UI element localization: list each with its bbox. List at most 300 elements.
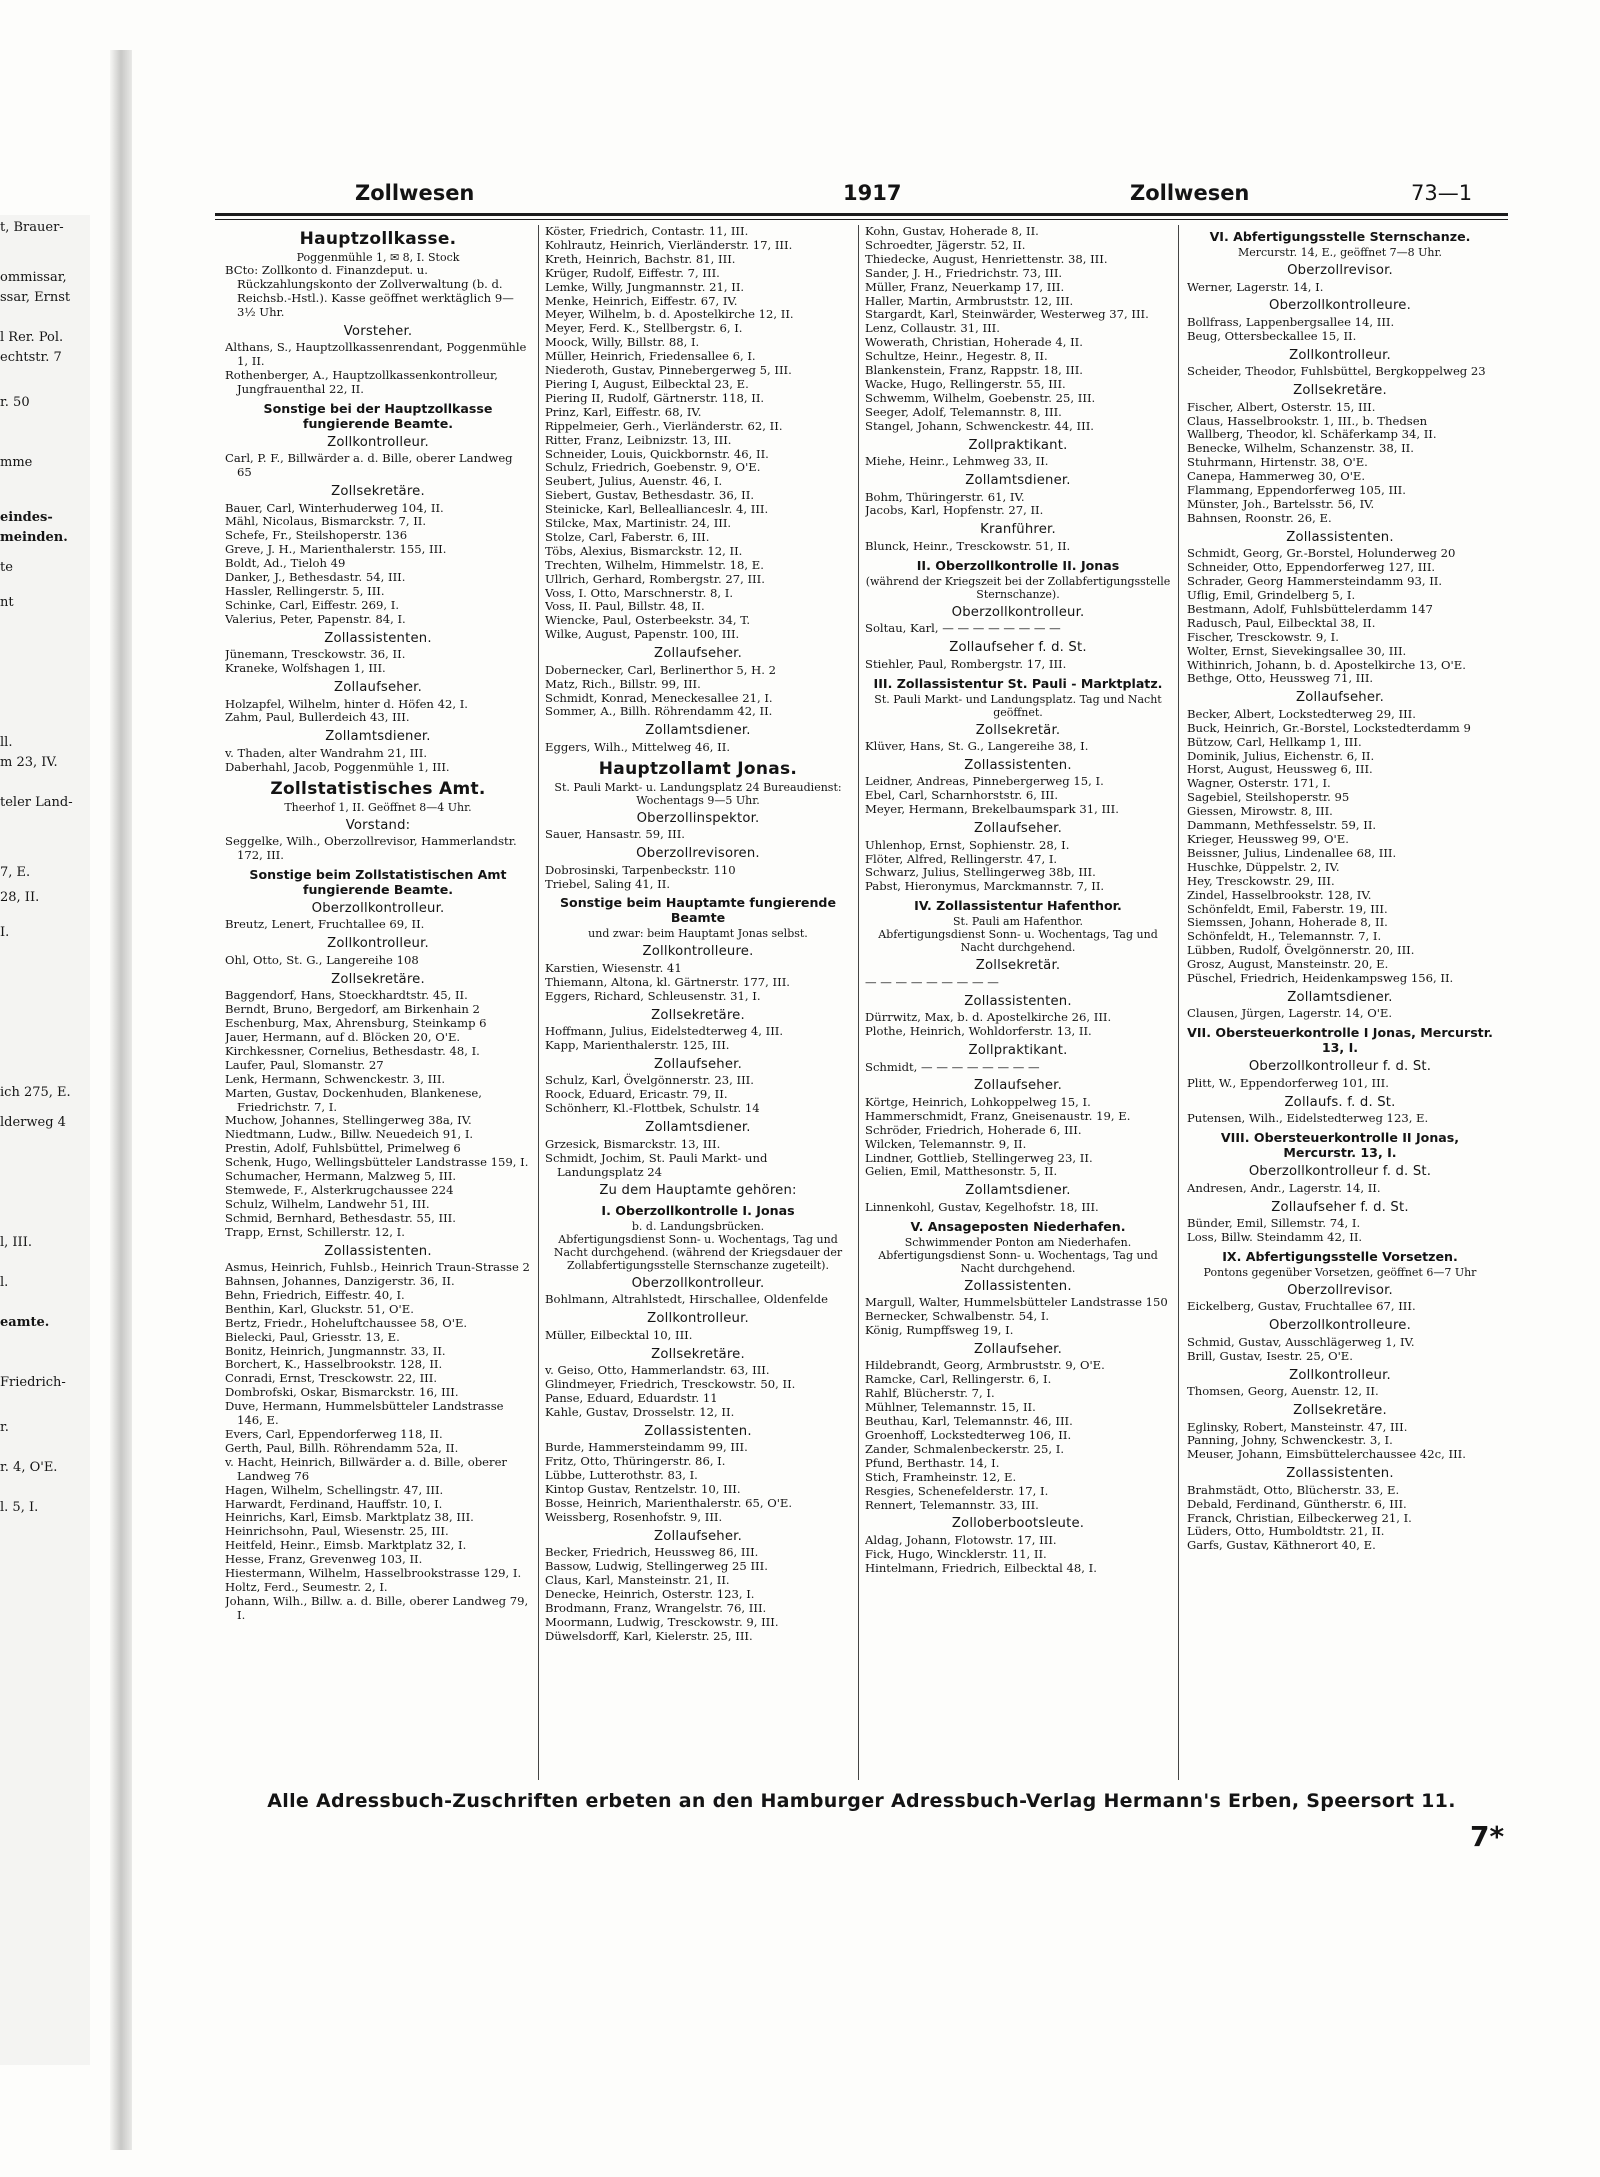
directory-entry: Eggers, Richard, Schleusenstr. 31, I. bbox=[545, 988, 761, 1003]
directory-entry: Plothe, Heinrich, Wohldorferstr. 13, II. bbox=[865, 1024, 1092, 1039]
role-heading: Zollamtsdiener. bbox=[965, 1183, 1071, 1199]
directory-entry: Garfs, Gustav, Käthnerort 40, E. bbox=[1187, 1538, 1376, 1553]
directory-entry: Menke, Heinrich, Eiffestr. 67, IV. bbox=[545, 293, 738, 308]
directory-entry: Fischer, Albert, Osterstr. 15, III. bbox=[1187, 399, 1376, 414]
directory-entry: Blunck, Heinr., Tresckowstr. 51, II. bbox=[865, 538, 1071, 553]
column-2 bbox=[545, 225, 851, 1780]
directory-entry: Johann, Wilh., Billw. a. d. Bille, oberer Landweg 79, I. bbox=[225, 1593, 529, 1622]
directory-entry: Schönfeldt, Emil, Faberstr. 19, III. bbox=[1187, 901, 1388, 916]
previous-page-fragment bbox=[0, 215, 90, 2065]
prev-page-line: l. 5, I. bbox=[0, 1500, 39, 1515]
directory-entry: Brahmstädt, Otto, Blücherstr. 33, E. bbox=[1187, 1482, 1400, 1497]
directory-entry: Franck, Christian, Eilbeckerweg 21, I. bbox=[1187, 1510, 1412, 1525]
directory-entry: Kohn, Gustav, Hoherade 8, II. bbox=[865, 225, 1039, 238]
book-gutter bbox=[110, 50, 132, 2150]
directory-entry: Hagen, Wilhelm, Schellingstr. 47, III. bbox=[225, 1482, 444, 1497]
directory-entry: BCto: Zollkonto d. Finanzdeput. u. Rückzahlungskonto der Zollverwaltung (b. d. Reichsb.-Hstl.). Kasse geöffnet werktäglich 9—3½ Uhr. bbox=[225, 263, 514, 319]
directory-entry: Bassow, Ludwig, Stellingerweg 25 III. bbox=[545, 1559, 768, 1574]
directory-entry: Püschel, Friedrich, Heidenkampsweg 156, II. bbox=[1187, 971, 1454, 986]
directory-entry: Wolter, Ernst, Sievekingsallee 30, III. bbox=[1187, 643, 1407, 658]
directory-entry: Holzapfel, Wilhelm, hinter d. Höfen 42, I. bbox=[225, 696, 468, 711]
directory-entry: Müller, Franz, Neuerkamp 17, III. bbox=[865, 279, 1065, 294]
directory-entry: Kraneke, Wolfshagen 1, III. bbox=[225, 661, 386, 676]
directory-entry: v. Thaden, alter Wandrahm 21, III. bbox=[225, 745, 428, 760]
role-heading: Zollassistenten. bbox=[324, 1243, 432, 1259]
directory-entry: Pabst, Hieronymus, Marckmannstr. 7, II. bbox=[865, 879, 1105, 894]
directory-entry: Ebel, Carl, Scharnhorststr. 6, III. bbox=[865, 788, 1059, 803]
section-note: und zwar: beim Hauptamt Jonas selbst. bbox=[588, 927, 808, 941]
directory-entry: Linnenkohl, Gustav, Kegelhofstr. 18, III. bbox=[865, 1199, 1099, 1214]
section-heading: Hauptzollamt Jonas. bbox=[598, 758, 798, 779]
role-heading: Zollaufseher f. d. St. bbox=[949, 640, 1087, 656]
section-note: Abfertigungsdienst Sonn- u. Wochentags, Tag und Nacht durchgehend. (während der Kriegsdauer der Zollabfertigungsstelle Sternschanze zugeteilt). bbox=[553, 1232, 843, 1272]
directory-entry: Bestmann, Adolf, Fuhlsbüttelerdamm 147 bbox=[1187, 601, 1433, 616]
directory-entry: Schulz, Wilhelm, Landwehr 51, III. bbox=[225, 1196, 430, 1211]
directory-entry: Meuser, Johann, Eimsbüttelerchaussee 42c, III. bbox=[1187, 1447, 1466, 1462]
subsection-heading: II. Oberzollkontrolle II. Jonas bbox=[916, 557, 1120, 573]
directory-entry: Zindel, Hasselbrookstr. 128, IV. bbox=[1187, 887, 1372, 902]
role-heading: Zollpraktikant. bbox=[968, 437, 1068, 453]
directory-entry: Leidner, Andreas, Pinnebergerweg 15, I. bbox=[865, 774, 1104, 789]
role-heading: Zollassistenten. bbox=[644, 1423, 752, 1439]
directory-entry: Dominik, Julius, Eichenstr. 6, II. bbox=[1187, 748, 1375, 763]
directory-entry: Wallberg, Theodor, kl. Schäferkamp 34, II. bbox=[1187, 427, 1437, 442]
directory-entry: Gelien, Emil, Matthesonstr. 5, II. bbox=[865, 1164, 1058, 1179]
directory-entry: Meyer, Hermann, Brekelbaumspark 31, III. bbox=[865, 802, 1119, 817]
directory-entry: Schönfeldt, H., Telemannstr. 7, I. bbox=[1187, 929, 1382, 944]
directory-entry: Becker, Albert, Lockstedterweg 29, III. bbox=[1187, 706, 1416, 721]
directory-entry: Gerth, Paul, Billh. Röhrendamm 52a, II. bbox=[225, 1440, 459, 1455]
directory-entry: Stangel, Johann, Schwenckestr. 44, III. bbox=[865, 418, 1094, 433]
directory-entry: Holtz, Ferd., Seumestr. 2, I. bbox=[225, 1579, 388, 1594]
directory-entry: Bahnsen, Roonstr. 26, E. bbox=[1187, 510, 1332, 525]
directory-entry: Dobernecker, Carl, Berlinerthor 5, H. 2 bbox=[545, 662, 776, 677]
directory-entry: Stemwede, F., Alsterkrugchaussee 224 bbox=[225, 1182, 454, 1197]
directory-entry: Debald, Ferdinand, Güntherstr. 6, III. bbox=[1187, 1496, 1407, 1511]
directory-entry: Schumacher, Hermann, Malzweg 5, III. bbox=[225, 1169, 457, 1184]
prev-page-line: l Rer. Pol. bbox=[0, 330, 64, 345]
role-heading: Zollamtsdiener. bbox=[645, 723, 751, 739]
directory-entry: Klüver, Hans, St. G., Langereihe 38, I. bbox=[865, 739, 1089, 754]
directory-entry: Hey, Tresckowstr. 29, III. bbox=[1187, 873, 1335, 888]
prev-page-line: ich 275, E. bbox=[0, 1085, 71, 1100]
prev-page-line: Friedrich- bbox=[0, 1375, 66, 1390]
role-heading: Oberzollkontrolleur. bbox=[631, 1275, 765, 1291]
section-note: Theerhof 1, II. Geöffnet 8—4 Uhr. bbox=[284, 800, 472, 814]
prev-page-line: r. 50 bbox=[0, 395, 30, 410]
directory-entry: Weissberg, Rosenhofstr. 9, III. bbox=[545, 1509, 723, 1524]
directory-entry: Niederoth, Gustav, Pinnebergerweg 5, III. bbox=[545, 363, 792, 378]
directory-entry: Ullrich, Gerhard, Rombergstr. 27, III. bbox=[545, 571, 765, 586]
directory-entry: Giessen, Mirowstr. 8, III. bbox=[1187, 804, 1333, 819]
directory-entry: Voss, II. Paul, Billstr. 48, II. bbox=[545, 599, 705, 614]
directory-entry: Schneider, Louis, Quickbornstr. 46, II. bbox=[545, 446, 769, 461]
directory-entry: Burde, Hammersteindamm 99, III. bbox=[545, 1440, 748, 1455]
directory-entry: Jünemann, Tresckowstr. 36, II. bbox=[225, 647, 406, 662]
directory-entry: Hildebrandt, Georg, Armbruststr. 9, O'E. bbox=[865, 1358, 1105, 1373]
header-right-title: Zollwesen bbox=[1130, 181, 1250, 205]
header-rule bbox=[215, 213, 1508, 216]
directory-entry: Conradi, Ernst, Tresckowstr. 22, III. bbox=[225, 1371, 438, 1386]
directory-entry: Fischer, Tresckowstr. 9, I. bbox=[1187, 629, 1339, 644]
role-heading: Zollkontrolleur. bbox=[647, 1311, 749, 1327]
directory-page bbox=[215, 175, 1508, 2015]
directory-entry: Bielecki, Paul, Griesstr. 13, E. bbox=[225, 1329, 400, 1344]
directory-entry: Stargardt, Karl, Steinwärder, Westerweg 37, III. bbox=[865, 307, 1149, 322]
role-heading: Oberzollrevisor. bbox=[1287, 263, 1393, 278]
prev-page-line: l, III. bbox=[0, 1235, 32, 1250]
directory-entry: Mühlner, Telemannstr. 15, II. bbox=[865, 1400, 1036, 1415]
directory-entry: Bosse, Heinrich, Marienthalerstr. 65, O'E. bbox=[545, 1495, 793, 1510]
role-heading: Oberzollrevisor. bbox=[1287, 1282, 1393, 1298]
directory-entry: Siebert, Gustav, Bethesdastr. 36, II. bbox=[545, 488, 755, 503]
role-heading: Zollaufseher. bbox=[974, 1341, 1062, 1357]
directory-entry: Rothenberger, A., Hauptzollkassenkontrolleur, Jungfrauenthal 22, II. bbox=[225, 367, 498, 396]
directory-entry: Kohlrautz, Heinrich, Vierländerstr. 17, III. bbox=[545, 237, 793, 252]
directory-entry: Wowerath, Christian, Hoherade 4, II. bbox=[865, 335, 1083, 350]
directory-entry: Carl, P. F., Billwärder a. d. Bille, oberer Landweg 65 bbox=[225, 451, 513, 480]
directory-entry: Bertz, Friedr., Hoheluftchaussee 58, O'E. bbox=[225, 1315, 468, 1330]
directory-entry: Scheider, Theodor, Fuhlsbüttel, Bergkoppelweg 23 bbox=[1187, 364, 1486, 379]
directory-entry: Uhlenhop, Ernst, Sophienstr. 28, I. bbox=[865, 837, 1070, 852]
directory-entry: Buck, Heinrich, Gr.-Borstel, Lockstedterdamm 9 bbox=[1187, 720, 1471, 735]
directory-entry: Hammerschmidt, Franz, Gneisenaustr. 19, E. bbox=[865, 1108, 1131, 1123]
directory-entry: Moormann, Ludwig, Tresckowstr. 9, III. bbox=[545, 1614, 779, 1629]
directory-entry: Lindner, Gottlieb, Stellingerweg 23, II. bbox=[865, 1150, 1093, 1165]
directory-entry: Flöter, Alfred, Rellingerstr. 47, I. bbox=[865, 851, 1058, 866]
role-heading: Zollaufseher. bbox=[654, 1528, 742, 1544]
directory-entry: Behn, Friedrich, Eiffestr. 40, I. bbox=[225, 1287, 405, 1302]
directory-entry: Duve, Hermann, Hummelsbütteler Landstrasse 146, E. bbox=[225, 1399, 504, 1428]
directory-entry: Thiemann, Altona, kl. Gärtnerstr. 177, III. bbox=[545, 974, 790, 989]
role-heading: Zollaufseher. bbox=[974, 821, 1062, 837]
role-heading: Zollassistenten. bbox=[964, 757, 1072, 773]
role-heading: Zollsekretär. bbox=[975, 958, 1061, 974]
section-note: St. Pauli am Hafenthor. bbox=[952, 915, 1083, 929]
column-4 bbox=[1187, 225, 1493, 1780]
role-heading: Zollassistenten. bbox=[1286, 529, 1394, 545]
directory-entry: Roock, Eduard, Ericastr. 79, II. bbox=[545, 1087, 728, 1102]
directory-entry: Lüders, Otto, Humboldtstr. 21, II. bbox=[1187, 1524, 1385, 1539]
directory-entry: Kapp, Marienthalerstr. 125, III. bbox=[545, 1038, 730, 1053]
directory-entry: Bethge, Otto, Heussweg 71, III. bbox=[1187, 671, 1374, 686]
role-heading: Zollaufseher f. d. St. bbox=[1271, 1199, 1409, 1215]
prev-page-line: mme bbox=[0, 455, 33, 470]
directory-entry: Steinicke, Karl, Belleallianceslr. 4, III. bbox=[545, 502, 769, 517]
directory-entry: Karstien, Wiesenstr. 41 bbox=[545, 960, 682, 975]
directory-entry: Claus, Hasselbrookstr. 1, III., b. Thedsen bbox=[1187, 413, 1428, 428]
directory-entry: Körtge, Heinrich, Lohkoppelweg 15, I. bbox=[865, 1094, 1091, 1109]
section-heading: Hauptzollkasse. bbox=[299, 229, 457, 249]
directory-entry: Radusch, Paul, Eilbecktal 38, II. bbox=[1187, 615, 1376, 630]
directory-entry: Flammang, Eppendorferweg 105, III. bbox=[1187, 483, 1406, 498]
directory-entry: König, Rumpffsweg 19, I. bbox=[865, 1323, 1014, 1338]
directory-entry: Baggendorf, Hans, Stoeckhardtstr. 45, II. bbox=[225, 988, 468, 1003]
directory-entry: Hassler, Rellingerstr. 5, III. bbox=[225, 584, 385, 598]
directory-entry: Lenz, Collaustr. 31, III. bbox=[865, 321, 1000, 336]
directory-entry: Horst, August, Heussweg 6, III. bbox=[1187, 762, 1373, 777]
subsection-heading: V. Ansageposten Niederhafen. bbox=[910, 1218, 1126, 1234]
prev-page-line: ssar, Ernst bbox=[0, 290, 71, 305]
directory-entry: Fick, Hugo, Wincklerstr. 11, II. bbox=[865, 1546, 1047, 1561]
role-heading: Zollsekretäre. bbox=[331, 484, 425, 500]
prev-page-line: ll. bbox=[0, 735, 13, 750]
role-heading: Zollaufseher. bbox=[334, 680, 422, 696]
directory-entry: Prestin, Adolf, Fuhlsbüttel, Primelweg 6 bbox=[225, 1141, 461, 1156]
role-heading: Kranführer. bbox=[980, 522, 1056, 538]
directory-entry: Schmid, Bernhard, Bethesdastr. 55, III. bbox=[225, 1210, 456, 1225]
directory-entry: Kahle, Gustav, Drosselstr. 12, II. bbox=[545, 1404, 735, 1419]
directory-entry: Lemke, Willy, Jungmannstr. 21, II. bbox=[545, 279, 745, 294]
directory-entry: Hesse, Franz, Grevenweg 103, II. bbox=[225, 1552, 423, 1567]
subsection-heading: I. Oberzollkontrolle I. Jonas bbox=[601, 1202, 795, 1218]
directory-entry: Beissner, Julius, Lindenallee 68, III. bbox=[1187, 845, 1397, 860]
directory-entry: Zander, Schmalenbeckerstr. 25, I. bbox=[865, 1441, 1065, 1456]
directory-entry: Pfund, Berthastr. 14, I. bbox=[865, 1455, 1000, 1470]
directory-entry: Schröder, Friedrich, Hoherade 6, III. bbox=[865, 1122, 1082, 1137]
directory-entry: Köster, Friedrich, Contastr. 11, III. bbox=[545, 225, 749, 238]
directory-entry: Boldt, Ad., Tieloh 49 bbox=[225, 556, 346, 571]
directory-entry: Schulz, Karl, Övelgönnerstr. 23, III. bbox=[545, 1073, 754, 1088]
directory-entry: Lübbe, Lutterothstr. 83, I. bbox=[545, 1468, 698, 1483]
directory-entry: Muchow, Johannes, Stellingerweg 38a, IV. bbox=[225, 1113, 472, 1128]
directory-entry: Hiestermann, Wilhelm, Hasselbrookstrasse 129, I. bbox=[225, 1566, 522, 1581]
directory-entry: Brodmann, Franz, Wrangelstr. 76, III. bbox=[545, 1600, 767, 1615]
directory-entry: Schmidt, — — — — — — — — bbox=[865, 1059, 1040, 1074]
directory-entry: Kintop Gustav, Rentzelstr. 10, III. bbox=[545, 1482, 741, 1497]
directory-entry: Glindmeyer, Friedrich, Tresckowstr. 50, II. bbox=[545, 1377, 796, 1392]
directory-entry: Eickelberg, Gustav, Fruchtallee 67, III. bbox=[1187, 1299, 1416, 1314]
directory-entry: Piering II, Rudolf, Gärtnerstr. 118, II. bbox=[545, 390, 765, 405]
directory-entry: Dammann, Methfesselstr. 59, II. bbox=[1187, 818, 1377, 833]
prev-page-line: 7, E. bbox=[0, 865, 31, 880]
header-year: 1917 bbox=[843, 181, 902, 205]
directory-entry: Benthin, Karl, Gluckstr. 51, O'E. bbox=[225, 1301, 414, 1316]
prev-page-line: l. bbox=[0, 1275, 9, 1290]
directory-entry: Schenk, Hugo, Wellingsbütteler Landstrasse 159, I. bbox=[225, 1155, 529, 1170]
subsection-heading: IX. Abfertigungsstelle Vorsetzen. bbox=[1222, 1248, 1458, 1264]
directory-entry: Dürrwitz, Max, b. d. Apostelkirche 26, III. bbox=[865, 1010, 1112, 1025]
prev-page-line: eamte. bbox=[0, 1315, 50, 1330]
page-header bbox=[215, 175, 1508, 211]
directory-entry: Schmidt, Jochim, St. Pauli Markt- und Landungsplatz 24 bbox=[545, 1150, 768, 1179]
directory-entry: Bohm, Thüringerstr. 61, IV. bbox=[865, 489, 1025, 504]
directory-entry: Schmidt, Konrad, Meneckesallee 21, I. bbox=[545, 690, 773, 705]
directory-entry: Ramcke, Carl, Rellingerstr. 6, I. bbox=[865, 1372, 1052, 1387]
directory-entry: Bernecker, Schwalbenstr. 54, I. bbox=[865, 1309, 1050, 1324]
role-heading: Zollamtsdiener. bbox=[1287, 989, 1393, 1005]
subsection-heading: IV. Zollassistentur Hafenthor. bbox=[914, 898, 1122, 914]
directory-entry: Meyer, Ferd. K., Stellbergstr. 6, I. bbox=[545, 321, 743, 336]
directory-entry: Trapp, Ernst, Schillerstr. 12, I. bbox=[225, 1224, 405, 1239]
directory-entry: Claus, Karl, Mansteinstr. 21, II. bbox=[545, 1573, 730, 1588]
directory-entry: Berndt, Bruno, Bergedorf, am Birkenhain 2 bbox=[225, 1002, 480, 1017]
role-heading: Zollaufseher. bbox=[654, 646, 742, 662]
role-heading: Zu dem Hauptamte gehören: bbox=[599, 1183, 797, 1199]
directory-entry: Evers, Carl, Eppendorferweg 118, II. bbox=[225, 1426, 443, 1441]
directory-entry: Huschke, Düppelstr. 2, IV. bbox=[1187, 859, 1340, 874]
prev-page-line: m 23, IV. bbox=[0, 755, 58, 770]
role-heading: Zollaufseher. bbox=[974, 1078, 1062, 1094]
directory-entry: Bauer, Carl, Winterhuderweg 104, II. bbox=[225, 500, 444, 515]
role-heading: Oberzollkontrolleur. bbox=[951, 604, 1085, 620]
directory-entry: Daberhahl, Jacob, Poggenmühle 1, III. bbox=[225, 759, 450, 774]
directory-entry: Laufer, Paul, Slomanstr. 27 bbox=[225, 1057, 384, 1072]
directory-entry: Bonitz, Heinrich, Jungmannstr. 33, II. bbox=[225, 1343, 446, 1358]
prev-page-line: r. bbox=[0, 1420, 9, 1435]
directory-entry: Seeger, Adolf, Telemannstr. 8, III. bbox=[865, 404, 1062, 419]
section-note: Pontons gegenüber Vorsetzen, geöffnet 6—7 Uhr bbox=[1203, 1265, 1477, 1279]
directory-entry: Prinz, Karl, Eiffestr. 68, IV. bbox=[545, 404, 702, 419]
directory-entry: Eschenburg, Max, Ahrensburg, Steinkamp 6 bbox=[225, 1016, 487, 1031]
prev-page-line: I. bbox=[0, 925, 10, 940]
directory-entry: Kirchkessner, Cornelius, Bethesdastr. 48, I. bbox=[225, 1043, 480, 1058]
directory-entry: Althans, S., Hauptzollkassenrendant, Poggenmühle 1, II. bbox=[225, 340, 527, 369]
directory-entry: Valerius, Peter, Papenstr. 84, I. bbox=[225, 611, 406, 626]
role-heading: Zollaufseher. bbox=[1296, 690, 1384, 706]
subsection-heading: VII. Obersteuerkontrolle I Jonas, Mercurstr. 13, I. bbox=[1187, 1025, 1493, 1056]
role-heading: Zollaufseher. bbox=[654, 1056, 742, 1072]
directory-entry: Asmus, Heinrich, Fuhlsb., Heinrich Traun-Strasse 2 bbox=[225, 1260, 530, 1275]
column-divider bbox=[1178, 225, 1179, 1780]
directory-entry: Panse, Eduard, Eduardstr. 11 bbox=[545, 1391, 718, 1406]
prev-page-line: eindes- bbox=[0, 510, 53, 525]
role-heading: Oberzollkontrolleure. bbox=[1268, 1318, 1411, 1334]
directory-entry: Hoffmann, Julius, Eidelstedterweg 4, III. bbox=[545, 1024, 784, 1039]
directory-entry: Benecke, Wilhelm, Schanzenstr. 38, II. bbox=[1187, 441, 1414, 456]
directory-entry: Rippelmeier, Gerh., Vierländerstr. 62, II. bbox=[545, 418, 783, 433]
subsection-heading: III. Zollassistentur St. Pauli - Marktplatz. bbox=[873, 675, 1163, 691]
directory-entry: Stiehler, Paul, Rombergstr. 17, III. bbox=[865, 656, 1067, 671]
directory-entry: Bahnsen, Johannes, Danzigerstr. 36, II. bbox=[225, 1274, 455, 1288]
header-left-title: Zollwesen bbox=[355, 181, 475, 205]
section-note: Abfertigungsdienst Sonn- u. Wochentags, Tag und Nacht durchgehend. bbox=[878, 928, 1158, 955]
role-heading: Zollassistenten. bbox=[324, 630, 432, 646]
directory-entry: Kreth, Heinrich, Bachstr. 81, III. bbox=[545, 251, 736, 266]
directory-entry: Ohl, Otto, St. G., Langereihe 108 bbox=[225, 952, 419, 967]
directory-entry: Denecke, Heinrich, Osterstr. 123, I. bbox=[545, 1587, 755, 1601]
directory-entry: Sommer, A., Billh. Röhrendamm 42, II. bbox=[545, 704, 773, 719]
directory-entry: Müller, Heinrich, Friedensallee 6, I. bbox=[545, 349, 756, 364]
directory-entry: Sagebiel, Steilshoperstr. 95 bbox=[1187, 790, 1350, 805]
directory-entry: Schulz, Friedrich, Goebenstr. 9, O'E. bbox=[545, 460, 761, 475]
role-heading: Zollsekretäre. bbox=[651, 1007, 745, 1023]
prev-page-line: meinden. bbox=[0, 530, 68, 545]
directory-entry: Sander, J. H., Friedrichstr. 73, III. bbox=[865, 265, 1063, 280]
section-note: Poggenmühle 1, ✉ 8, I. Stock bbox=[296, 251, 460, 264]
signature-mark: 7* bbox=[1470, 1820, 1505, 1853]
directory-entry: Fritz, Otto, Thüringerstr. 86, I. bbox=[545, 1454, 726, 1469]
role-heading: Oberzollkontrolleur f. d. St. bbox=[1248, 1059, 1432, 1075]
directory-entry: Breutz, Lenert, Fruchtallee 69, II. bbox=[225, 917, 425, 932]
column-1 bbox=[225, 225, 531, 1780]
subsection-heading: VIII. Obersteuerkontrolle II Jonas, Mercurstr. 13, I. bbox=[1220, 1130, 1460, 1161]
prev-page-line: ommissar, bbox=[0, 270, 67, 285]
subsection-heading: VI. Abfertigungsstelle Sternschanze. bbox=[1209, 229, 1471, 244]
directory-entry: Brill, Gustav, Isestr. 25, O'E. bbox=[1187, 1348, 1353, 1363]
subsection-heading: Sonstige beim Hauptamte fungierende Beamte bbox=[559, 895, 836, 926]
directory-entry: Thomsen, Georg, Auenstr. 12, II. bbox=[1187, 1384, 1379, 1399]
directory-entry: Trechten, Wilhelm, Himmelstr. 18, E. bbox=[545, 557, 764, 572]
role-heading: Zollsekretär. bbox=[975, 722, 1061, 738]
role-heading: Zollaufs. f. d. St. bbox=[1284, 1094, 1396, 1110]
directory-entry: Wilcken, Telemannstr. 9, II. bbox=[865, 1136, 1027, 1151]
directory-entry: Andresen, Andr., Lagerstr. 14, II. bbox=[1187, 1180, 1381, 1195]
directory-entry: Müller, Eilbecktal 10, III. bbox=[545, 1327, 693, 1342]
role-heading: Zollamtsdiener. bbox=[965, 473, 1071, 488]
directory-entry: Withinrich, Johann, b. d. Apostelkirche 13, O'E. bbox=[1187, 657, 1466, 672]
role-heading: Oberzollrevisoren. bbox=[636, 846, 760, 862]
role-heading: Zollassistenten. bbox=[964, 1278, 1072, 1294]
directory-entry: Matz, Rich., Billstr. 99, III. bbox=[545, 676, 701, 691]
directory-entry: Jauer, Hermann, auf d. Blöcken 20, O'E. bbox=[225, 1030, 461, 1044]
directory-entry: Münster, Joh., Bartelsstr. 56, IV. bbox=[1187, 496, 1375, 511]
directory-entry: Schneider, Otto, Eppendorferweg 127, III. bbox=[1187, 560, 1436, 575]
prev-page-line: echtstr. 7 bbox=[0, 350, 62, 365]
directory-entry: Bohlmann, Altrahlstedt, Hirschallee, Oldenfelde bbox=[545, 1292, 828, 1307]
directory-entry: Triebel, Saling 41, II. bbox=[545, 876, 671, 891]
directory-entry: Aldag, Johann, Flotowstr. 17, III. bbox=[865, 1532, 1057, 1547]
directory-entry: Loss, Billw. Steindamm 42, II. bbox=[1187, 1230, 1363, 1244]
directory-entry: Becker, Friedrich, Heussweg 86, III. bbox=[545, 1545, 759, 1560]
directory-entry: v. Geiso, Otto, Hammerlandstr. 63, III. bbox=[545, 1363, 770, 1378]
directory-entry: Töbs, Alexius, Bismarckstr. 12, II. bbox=[545, 543, 743, 558]
header-rule-thin bbox=[215, 219, 1508, 220]
directory-entry: Hintelmann, Friedrich, Eilbecktal 48, I. bbox=[865, 1560, 1097, 1575]
directory-entry: Seubert, Julius, Auenstr. 46, I. bbox=[545, 474, 723, 489]
directory-entry: Groenhoff, Lockstedterweg 106, II. bbox=[865, 1428, 1072, 1442]
directory-entry: Schroedter, Jägerstr. 52, II. bbox=[865, 237, 1026, 252]
directory-entry: Lübben, Rudolf, Övelgönnerstr. 20, III. bbox=[1187, 943, 1415, 958]
section-note: (während der Kriegszeit bei der Zollabfertigungsstelle Sternschanze). bbox=[865, 574, 1171, 601]
directory-entry: Greve, J. H., Marienthalerstr. 155, III. bbox=[225, 542, 447, 557]
directory-entry: Düwelsdorff, Karl, Kielerstr. 25, III. bbox=[545, 1628, 753, 1643]
role-heading: Zollkontrolleur. bbox=[327, 434, 429, 450]
role-heading: Oberzollkontrolleure. bbox=[1268, 298, 1411, 314]
directory-entry: Miehe, Heinr., Lehmweg 33, II. bbox=[865, 454, 1049, 469]
directory-entry: Piering I, August, Eilbecktal 23, E. bbox=[545, 376, 749, 391]
role-heading: Oberzollinspektor. bbox=[636, 810, 760, 826]
section-note: b. d. Landungsbrücken. bbox=[631, 1219, 765, 1233]
directory-entry: Thiedecke, August, Henriettenstr. 38, III. bbox=[865, 251, 1108, 266]
role-heading: Zollpraktikant. bbox=[968, 1043, 1068, 1058]
section-heading: Zollstatistisches Amt. bbox=[270, 778, 486, 799]
prev-page-line: lderweg 4 bbox=[0, 1115, 66, 1130]
directory-entry: Eggers, Wilh., Mittelweg 46, II. bbox=[545, 739, 731, 754]
section-note: Mercurstr. 14, E., geöffnet 7—8 Uhr. bbox=[1237, 246, 1443, 259]
role-heading: Oberzollkontrolleur. bbox=[311, 900, 445, 916]
role-heading: Zollkontrolleur. bbox=[1289, 347, 1391, 363]
subsection-heading: Sonstige bei der Hauptzollkasse fungierende Beamte. bbox=[263, 400, 493, 431]
directory-entry: Meyer, Wilhelm, b. d. Apostelkirche 12, II. bbox=[545, 307, 794, 322]
column-3 bbox=[865, 225, 1171, 1780]
directory-entry: Bützow, Carl, Hellkamp 1, III. bbox=[1187, 734, 1362, 749]
directory-entry: Rennert, Telemannstr. 33, III. bbox=[865, 1497, 1039, 1512]
role-heading: Zollsekretäre. bbox=[651, 1346, 745, 1362]
role-heading: Zollsekretäre. bbox=[331, 971, 425, 987]
header-page-number: 73—1 bbox=[1411, 181, 1473, 205]
directory-entry: Marten, Gustav, Dockenhuden, Blankenese, Friedrichstr. 7, I. bbox=[225, 1085, 482, 1114]
directory-entry: Rahlf, Blücherstr. 7, I. bbox=[865, 1386, 995, 1401]
footer-notice: Alle Adressbuch-Zuschriften erbeten an den Hamburger Adressbuch-Verlag Hermann's Erben, Speersort 11. bbox=[267, 1790, 1456, 1812]
prev-page-line: nt bbox=[0, 595, 14, 610]
prev-page-line: te bbox=[0, 560, 13, 575]
role-heading: Oberzollkontrolleur f. d. St. bbox=[1248, 1164, 1432, 1180]
directory-entry: Zahm, Paul, Bullerdeich 43, III. bbox=[225, 710, 410, 725]
column-divider bbox=[858, 225, 859, 1780]
directory-entry: Dombrofski, Oskar, Bismarckstr. 16, III. bbox=[225, 1385, 459, 1400]
directory-entry: Beuthau, Karl, Telemannstr. 46, III. bbox=[865, 1414, 1073, 1429]
